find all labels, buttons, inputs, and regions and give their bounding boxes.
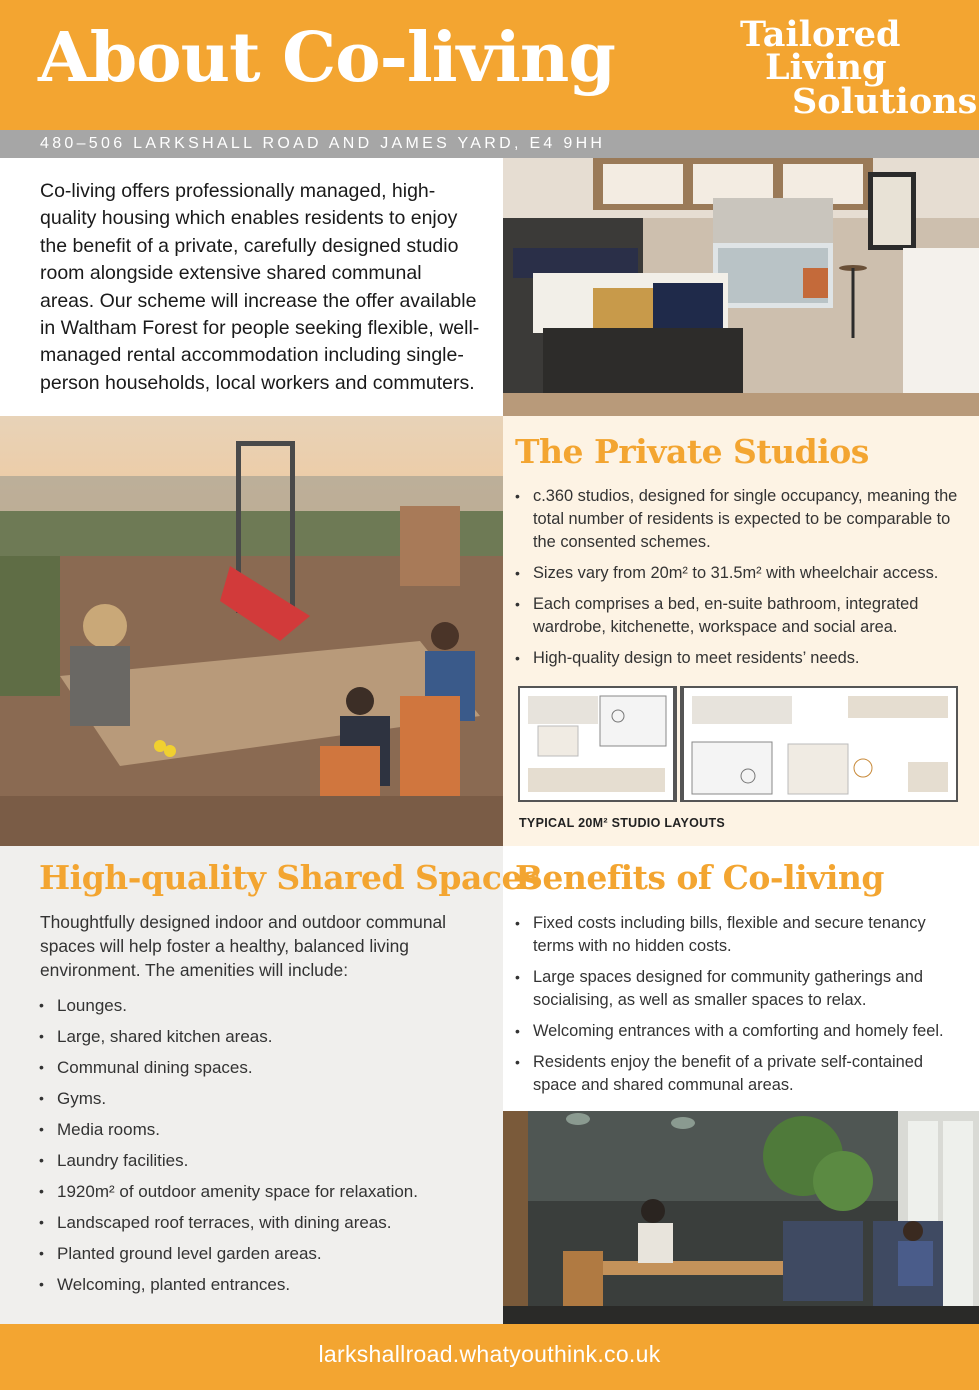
private-studios-title: The Private Studios: [515, 432, 869, 471]
benefits-title: Benefits of Co-living: [515, 858, 884, 897]
communal-lounge-photo: [503, 1111, 979, 1324]
studio-bedroom-photo: [503, 158, 979, 416]
floor-plan-drawing: [518, 686, 958, 802]
amenities-list: [39, 990, 489, 1300]
tailored-living-solutions-logo: [740, 14, 978, 122]
list-item: • Gyms.: [39, 1083, 489, 1114]
list-item: • Welcoming entrances with a comforting and homely feel.: [515, 1020, 967, 1043]
list-item: • Fixed costs including bills, flexible and secure tenancy terms with no hidden costs.: [515, 912, 967, 958]
list-item: • Media rooms.: [39, 1114, 489, 1145]
studio-layouts-caption: TYPICAL 20M² STUDIO LAYOUTS: [519, 816, 726, 830]
list-item: • High-quality design to meet residents’ needs.: [515, 647, 961, 670]
shared-spaces-title: High-quality Shared Spaces: [39, 858, 541, 897]
header-banner: [0, 0, 979, 130]
rooftop-terrace-photo: [0, 416, 503, 846]
address-bar: [0, 130, 979, 158]
intro-paragraph: Co-living offers professionally managed, high-quality housing which enables residents to enjoy the benefit of a private, carefully designed studio room alongside extensive shared communal areas. Our scheme will increase the offer available in Waltham Forest for people seeking flexible, well-managed rental accommodation including single-person households, local workers and commuters.: [40, 180, 480, 394]
footer-banner: [0, 1324, 979, 1390]
benefits-list: [515, 912, 967, 1097]
private-studios-list: [515, 485, 961, 670]
list-item: • Laundry facilities.: [39, 1145, 489, 1176]
list-item: • Communal dining spaces.: [39, 1052, 489, 1083]
list-item: • Lounges.: [39, 990, 489, 1021]
list-item: • Residents enjoy the benefit of a private self-contained space and shared communal areas.: [515, 1051, 967, 1097]
list-item: • Planted ground level garden areas.: [39, 1238, 489, 1269]
website-link[interactable]: larkshallroad.whatyouthink.co.uk: [318, 1341, 661, 1367]
list-item: • Sizes vary from 20m² to 31.5m² with wheelchair access.: [515, 562, 961, 585]
list-item: • Landscaped roof terraces, with dining areas.: [39, 1207, 489, 1238]
logo-line-2: Living: [765, 47, 887, 89]
page-title: About Co-living: [38, 18, 615, 98]
site-address: 480–506 LARKSHALL ROAD AND JAMES YARD, E4 9HH: [40, 135, 606, 152]
logo-line-3: Solutions: [792, 80, 978, 122]
shared-spaces-intro: Thoughtfully designed indoor and outdoor communal spaces will help foster a healthy, balanced living environment. The amenities will include:: [40, 912, 447, 980]
list-item: • Large spaces designed for community gatherings and socialising, as well as smaller spaces to relax.: [515, 966, 967, 1012]
list-item: • Each comprises a bed, en-suite bathroom, integrated wardrobe, kitchenette, workspace and social area.: [515, 593, 961, 639]
logo-line-1: Tailored: [740, 14, 901, 55]
list-item: • c.360 studios, designed for single occupancy, meaning the total number of residents is expected to be comparable to the consented schemes.: [515, 485, 961, 554]
list-item: • 1920m² of outdoor amenity space for relaxation.: [39, 1176, 489, 1207]
list-item: • Welcoming, planted entrances.: [39, 1269, 489, 1300]
studio-floor-plans: [518, 686, 958, 802]
list-item: • Large, shared kitchen areas.: [39, 1021, 489, 1052]
